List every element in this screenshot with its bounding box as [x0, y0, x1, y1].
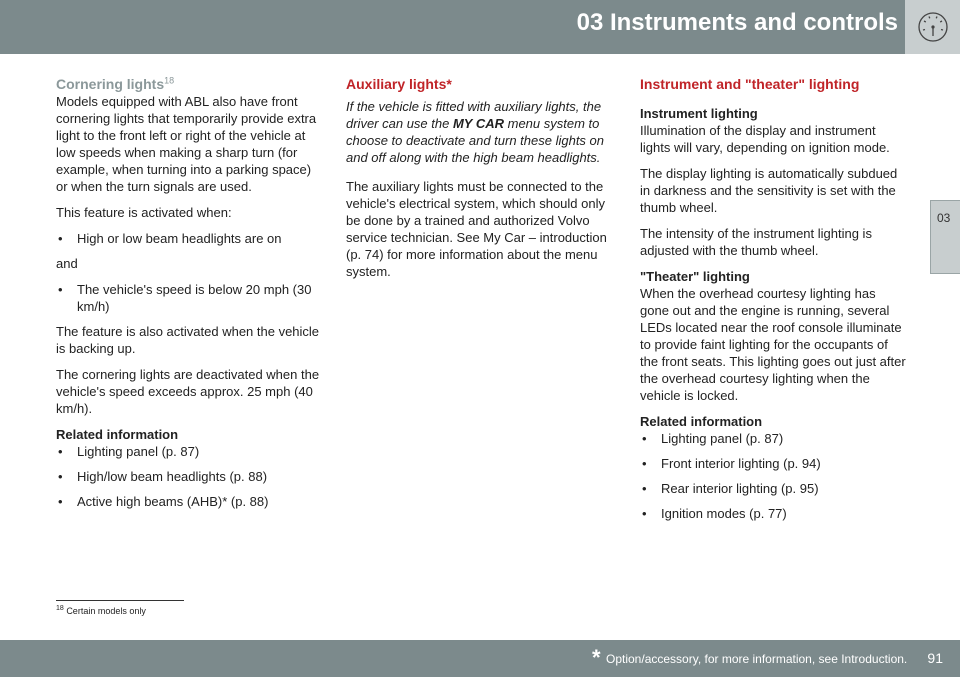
- subheading: Instrument lighting: [640, 106, 758, 121]
- asterisk-mark: *: [592, 645, 601, 670]
- paragraph: When the overhead courtesy lighting has gone out and the engine is running, several LEDs located near the roof console illuminate to provide faint lighting for the occupants of the front seats. This lighting goes out just after the overhead courtesy lighting when the vehicle is locked.: [640, 286, 906, 403]
- column-instrument-lighting: [640, 76, 908, 530]
- bullet-item: • High or low beam headlights are on: [56, 230, 322, 247]
- gauge-icon: [916, 10, 950, 44]
- paragraph: The display lighting is automatically subdued in darkness and the sensitivity is set with the thumb wheel.: [640, 166, 898, 215]
- related-link[interactable]: • High/low beam headlights (p. 88): [56, 468, 322, 485]
- paragraph: The cornering lights are deactivated when the vehicle's speed exceeds approx. 25 mph (40 km/h).: [56, 367, 320, 416]
- paragraph: Illumination of the display and instrument lights will vary, depending on ignition mode.: [640, 123, 890, 155]
- instrument-lighting-heading: Instrument and "theater" lighting: [640, 76, 860, 92]
- footnote-ref[interactable]: 18: [164, 75, 175, 86]
- related-link[interactable]: • Lighting panel (p. 87): [56, 443, 322, 460]
- auxiliary-lights-heading: Auxiliary lights*: [346, 76, 452, 92]
- footnote: $^{18}$ Certain models only: [56, 605, 146, 616]
- related-link[interactable]: • Lighting panel (p. 87): [640, 430, 908, 447]
- related-info-heading: Related information: [640, 414, 763, 429]
- related-link[interactable]: • Active high beams (AHB)* (p. 88): [56, 493, 322, 510]
- related-info-heading: Related information: [56, 427, 179, 442]
- paragraph: and: [56, 256, 78, 271]
- cornering-lights-heading: Cornering lights$^{18}$: [56, 75, 175, 92]
- footnote-divider: [56, 600, 184, 601]
- paragraph: The intensity of the instrument lighting is adjusted with the thumb wheel.: [640, 226, 872, 258]
- paragraph: The auxiliary lights must be connected to the vehicle's electrical system, which should only be done by a trained and authorized Volvo service technician. See My Car – introduction (p. 74) for more information about the menu system.: [346, 179, 607, 279]
- column-auxiliary-lights: [346, 76, 612, 289]
- chapter-title: 03 Instruments and controls: [576, 9, 898, 36]
- paragraph: This feature is activated when:: [56, 205, 232, 220]
- chapter-side-tab-label: 03: [937, 211, 951, 225]
- chapter-side-tab[interactable]: [930, 200, 960, 274]
- related-link[interactable]: • Ignition modes (p. 77): [640, 505, 908, 522]
- paragraph: The feature is also activated when the vehicle is backing up.: [56, 324, 320, 356]
- paragraph: Models equipped with ABL also have front cornering lights that temporarily provide extra light to the front left or right of the vehicle at low speeds when making a sharp turn (for example, when turning into a parking space) or when the turn signals are used.: [56, 94, 317, 194]
- subheading: "Theater" lighting: [640, 269, 750, 284]
- page-header: [0, 0, 960, 54]
- related-link[interactable]: • Front interior lighting (p. 94): [640, 455, 908, 472]
- bullet-item: • The vehicle's speed is below 20 mph (30 km/h): [56, 281, 322, 315]
- page-footer: [0, 640, 960, 677]
- intro-paragraph: If the vehicle is fitted with auxiliary lights, the driver can use the MY CAR menu system to choose to deactivate and turn these lights on and off along with the high beam headlights.: [346, 99, 605, 165]
- related-link[interactable]: • Rear interior lighting (p. 95): [640, 480, 908, 497]
- column-cornering-lights: [56, 76, 322, 518]
- chapter-icon-box: [905, 0, 960, 54]
- page-number: 91: [927, 650, 943, 666]
- footer-note: Option/accessory, for more information, see Introduction.: [606, 652, 908, 666]
